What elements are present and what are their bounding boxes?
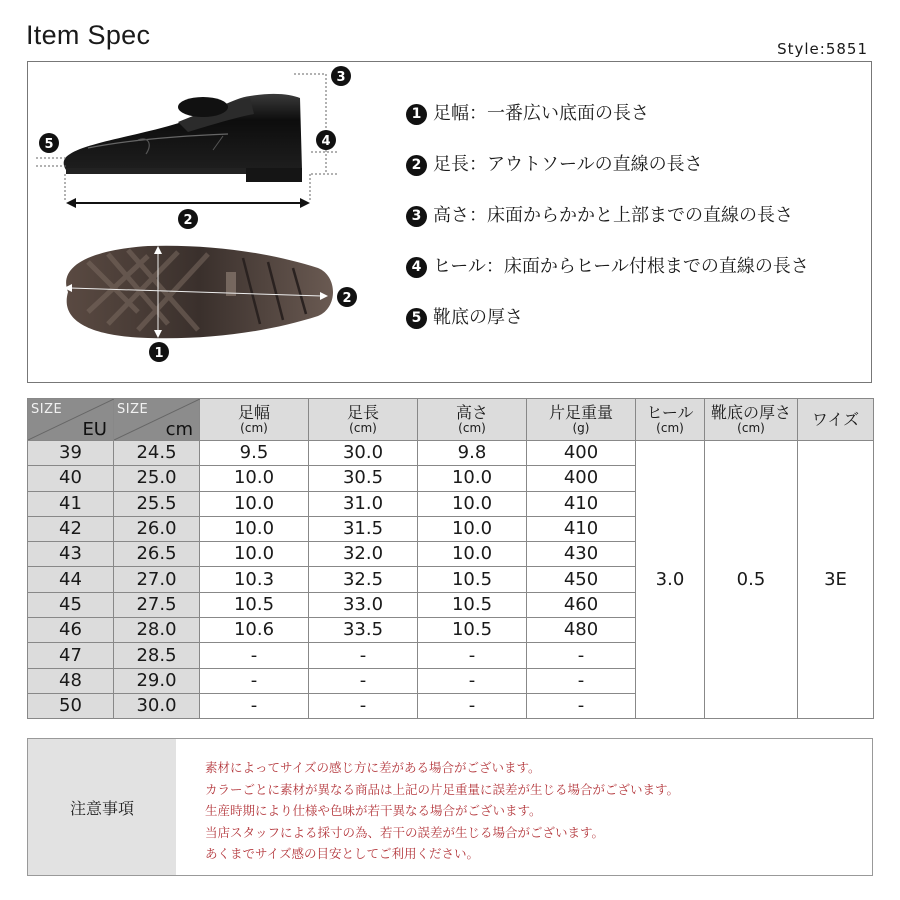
legend-text: 足幅：一番広い底面の長さ bbox=[433, 103, 649, 124]
measurement-diagram bbox=[27, 61, 872, 383]
svg-text:2: 2 bbox=[183, 213, 193, 228]
table-row bbox=[28, 441, 874, 466]
legend-item-3 bbox=[406, 206, 809, 257]
cell-width: 10.0 bbox=[200, 466, 309, 491]
note-line: あくまでサイズ感の目安としてご利用ください。 bbox=[205, 846, 480, 861]
header-eu bbox=[28, 399, 114, 441]
marker-1 bbox=[149, 342, 169, 362]
notes-label: 注意事項 bbox=[28, 739, 176, 875]
cell-eu: 42 bbox=[28, 516, 114, 541]
cell-length: 33.5 bbox=[309, 618, 418, 643]
cell-width: - bbox=[200, 668, 309, 693]
cell-wise: 3E bbox=[798, 441, 874, 719]
cell-length: 30.5 bbox=[309, 466, 418, 491]
marker-4 bbox=[316, 130, 336, 150]
cell-weight: 410 bbox=[527, 516, 636, 541]
cell-length: 32.0 bbox=[309, 542, 418, 567]
cell-height: 9.8 bbox=[418, 441, 527, 466]
cell-weight: - bbox=[527, 668, 636, 693]
note-line: 生産時期により仕様や色味が若干異なる場合がございます。 bbox=[205, 803, 542, 818]
cell-cm: 24.5 bbox=[114, 441, 200, 466]
table-header-row bbox=[28, 399, 874, 441]
cell-height: 10.0 bbox=[418, 466, 527, 491]
header-length: 足長 (cm) bbox=[309, 399, 418, 441]
marker-2-side bbox=[178, 209, 198, 229]
cell-width: - bbox=[200, 643, 309, 668]
cell-cm: 26.0 bbox=[114, 516, 200, 541]
cm-label: cm bbox=[165, 419, 193, 440]
cell-cm: 25.0 bbox=[114, 466, 200, 491]
cell-heel: 3.0 bbox=[636, 441, 705, 719]
header-heel: ヒール (cm) bbox=[636, 399, 705, 441]
marker-2-sole bbox=[337, 287, 357, 307]
cell-cm: 26.5 bbox=[114, 542, 200, 567]
svg-text:4: 4 bbox=[321, 134, 331, 149]
cell-height: - bbox=[418, 643, 527, 668]
cell-eu: 39 bbox=[28, 441, 114, 466]
cell-width: 10.0 bbox=[200, 516, 309, 541]
cell-width: - bbox=[200, 693, 309, 718]
notes-text bbox=[205, 757, 679, 865]
notes-box bbox=[27, 738, 873, 876]
cell-cm: 28.0 bbox=[114, 618, 200, 643]
cell-height: 10.5 bbox=[418, 592, 527, 617]
shoe-side-view bbox=[64, 94, 302, 182]
header-cm bbox=[114, 399, 200, 441]
note-line: カラーごとに素材が異なる商品は上記の片足重量に誤差が生じる場合がございます。 bbox=[205, 781, 680, 797]
eu-label: EU bbox=[82, 419, 107, 440]
cell-weight: 460 bbox=[527, 592, 636, 617]
measurement-legend bbox=[406, 104, 809, 359]
number-badge: 2 bbox=[406, 155, 427, 176]
cell-eu: 41 bbox=[28, 491, 114, 516]
cell-weight: 450 bbox=[527, 567, 636, 592]
cell-height: 10.5 bbox=[418, 567, 527, 592]
svg-text:2: 2 bbox=[342, 291, 352, 306]
header-wise: ワイズ bbox=[798, 399, 874, 441]
header-width: 足幅 (cm) bbox=[200, 399, 309, 441]
svg-text:1: 1 bbox=[154, 346, 164, 361]
legend-item-4 bbox=[406, 257, 809, 308]
size-label: SIZE bbox=[31, 402, 63, 417]
cell-cm: 28.5 bbox=[114, 643, 200, 668]
size-label: SIZE bbox=[117, 402, 149, 417]
cell-width: 10.6 bbox=[200, 618, 309, 643]
number-badge: 3 bbox=[406, 206, 427, 227]
cell-length: - bbox=[309, 643, 418, 668]
cell-height: - bbox=[418, 693, 527, 718]
cell-cm: 30.0 bbox=[114, 693, 200, 718]
cell-length: 32.5 bbox=[309, 567, 418, 592]
cell-weight: - bbox=[527, 693, 636, 718]
legend-item-2 bbox=[406, 155, 809, 206]
cell-weight: 480 bbox=[527, 618, 636, 643]
cell-eu: 40 bbox=[28, 466, 114, 491]
cell-length: 30.0 bbox=[309, 441, 418, 466]
cell-width: 10.3 bbox=[200, 567, 309, 592]
cell-weight: 400 bbox=[527, 441, 636, 466]
cell-eu: 50 bbox=[28, 693, 114, 718]
legend-item-1 bbox=[406, 104, 809, 155]
cell-length: 31.0 bbox=[309, 491, 418, 516]
cell-weight: 430 bbox=[527, 542, 636, 567]
cell-cm: 27.0 bbox=[114, 567, 200, 592]
marker-3 bbox=[331, 66, 351, 86]
cell-cm: 29.0 bbox=[114, 668, 200, 693]
legend-text: 足長：アウトソールの直線の長さ bbox=[433, 154, 703, 175]
length-arrow bbox=[66, 198, 310, 208]
cell-height: 10.0 bbox=[418, 516, 527, 541]
cell-length: 31.5 bbox=[309, 516, 418, 541]
note-line: 当店スタッフによる採寸の為、若干の誤差が生じる場合がございます。 bbox=[205, 824, 605, 840]
number-badge: 4 bbox=[406, 257, 427, 278]
cell-weight: - bbox=[527, 643, 636, 668]
cell-eu: 46 bbox=[28, 618, 114, 643]
legend-item-5 bbox=[406, 308, 809, 359]
cell-cm: 27.5 bbox=[114, 592, 200, 617]
header-weight: 片足重量 (g) bbox=[527, 399, 636, 441]
cell-eu: 48 bbox=[28, 668, 114, 693]
svg-text:5: 5 bbox=[44, 137, 54, 152]
cell-eu: 44 bbox=[28, 567, 114, 592]
cell-weight: 410 bbox=[527, 491, 636, 516]
number-badge: 1 bbox=[406, 104, 427, 125]
note-line: 素材によってサイズの感じ方に差がある場合がございます。 bbox=[205, 760, 541, 775]
cell-width: 10.0 bbox=[200, 491, 309, 516]
header-sole: 靴底の厚さ (cm) bbox=[705, 399, 798, 441]
legend-text: 靴底の厚さ bbox=[433, 307, 523, 328]
cell-length: 33.0 bbox=[309, 592, 418, 617]
size-spec-table bbox=[27, 398, 874, 719]
cell-height: 10.0 bbox=[418, 542, 527, 567]
cell-length: - bbox=[309, 668, 418, 693]
marker-5 bbox=[39, 133, 59, 153]
cell-height: - bbox=[418, 668, 527, 693]
legend-text: ヒール：床面からヒール付根までの直線の長さ bbox=[433, 256, 809, 277]
svg-text:3: 3 bbox=[336, 70, 346, 85]
cell-width: 10.0 bbox=[200, 542, 309, 567]
cell-eu: 47 bbox=[28, 643, 114, 668]
cell-height: 10.0 bbox=[418, 491, 527, 516]
cell-cm: 25.5 bbox=[114, 491, 200, 516]
cell-height: 10.5 bbox=[418, 618, 527, 643]
page-title: Item Spec bbox=[26, 20, 151, 50]
cell-length: - bbox=[309, 693, 418, 718]
cell-eu: 45 bbox=[28, 592, 114, 617]
cell-width: 10.5 bbox=[200, 592, 309, 617]
style-code: Style:5851 bbox=[777, 40, 868, 58]
cell-width: 9.5 bbox=[200, 441, 309, 466]
legend-text: 高さ：床面からかかと上部までの直線の長さ bbox=[433, 205, 793, 226]
cell-weight: 400 bbox=[527, 466, 636, 491]
number-badge: 5 bbox=[406, 308, 427, 329]
cell-sole: 0.5 bbox=[705, 441, 798, 719]
header-height: 高さ (cm) bbox=[418, 399, 527, 441]
cell-eu: 43 bbox=[28, 542, 114, 567]
